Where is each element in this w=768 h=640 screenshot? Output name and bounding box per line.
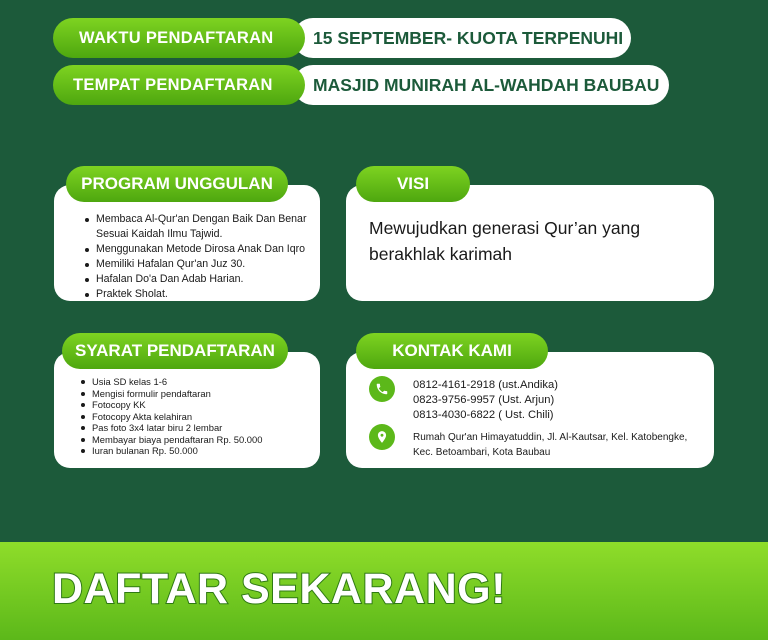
syarat-item: Pas foto 3x4 latar biru 2 lembar xyxy=(80,422,320,434)
kontak-title: KONTAK KAMI xyxy=(356,333,548,369)
visi-text: Mewujudkan generasi Qur’an yang berakhlak karimah xyxy=(369,218,641,264)
phone-number: 0812-4161-2918 (ust.Andika) xyxy=(413,379,558,391)
phone-list xyxy=(413,378,558,423)
registration-place-row xyxy=(53,65,671,105)
program-title: PROGRAM UNGGULAN xyxy=(66,166,288,202)
program-item: Praktek Sholat. xyxy=(84,287,324,302)
registration-time-label: WAKTU PENDAFTARAN xyxy=(53,18,305,58)
program-item: Memiliki Hafalan Qur'an Juz 30. xyxy=(84,257,324,272)
registration-time-row xyxy=(53,18,633,58)
syarat-item: Mengisi formulir pendaftaran xyxy=(80,388,320,400)
program-item: Menggunakan Metode Dirosa Anak Dan Iqro xyxy=(84,242,324,257)
phone-icon xyxy=(369,376,395,402)
syarat-title: SYARAT PENDAFTARAN xyxy=(62,333,288,369)
syarat-item: Iuran bulanan Rp. 50.000 xyxy=(80,445,320,457)
program-list xyxy=(84,212,324,302)
registration-time-value: 15 SEPTEMBER- KUOTA TERPENUHI xyxy=(293,18,631,58)
address-text: Rumah Qur'an Himayatuddin, Jl. Al-Kautsar, Kel. Katobengke, Kec. Betoambari, Kota Baubau xyxy=(413,432,688,458)
syarat-list xyxy=(80,376,320,457)
cta-text: DAFTAR SEKARANG! xyxy=(52,565,506,613)
registration-place-label: TEMPAT PENDAFTARAN xyxy=(53,65,305,105)
program-item: Hafalan Do'a Dan Adab Harian. xyxy=(84,272,324,287)
registration-place-value: MASJID MUNIRAH AL-WAHDAH BAUBAU xyxy=(293,65,669,105)
program-item: Membaca Al-Qur'an Dengan Baik Dan Benar Sesuai Kaidah Ilmu Tajwid. xyxy=(84,212,324,242)
syarat-item: Usia SD kelas 1-6 xyxy=(80,376,320,388)
syarat-item: Fotocopy Akta kelahiran xyxy=(80,411,320,423)
syarat-item: Fotocopy KK xyxy=(80,399,320,411)
phone-number: 0823-9756-9957 (Ust. Arjun) xyxy=(413,394,555,406)
phone-number: 0813-4030-6822 ( Ust. Chili) xyxy=(413,409,554,421)
location-pin-icon xyxy=(369,424,395,450)
visi-title: VISI xyxy=(356,166,470,202)
syarat-item: Membayar biaya pendaftaran Rp. 50.000 xyxy=(80,434,320,446)
